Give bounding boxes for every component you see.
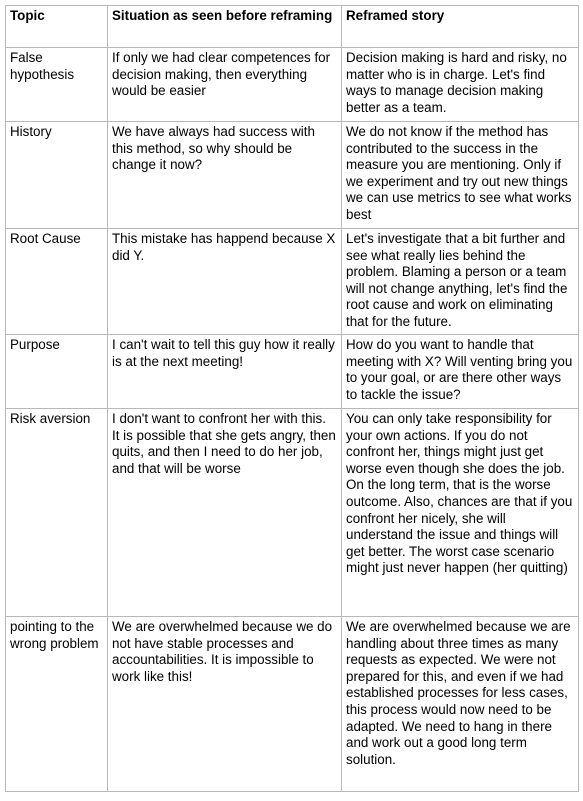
- topic-cell: Purpose: [6, 335, 108, 409]
- situation-before-cell: This mistake has happend because X did Y.: [108, 229, 342, 335]
- topic-cell: pointing to the wrong problem: [6, 617, 108, 792]
- table-row: [6, 48, 579, 122]
- table-row: [6, 229, 579, 335]
- situation-before-cell: If only we had clear competences for decision making, then everything would be easier: [108, 48, 342, 122]
- table-row: [6, 335, 579, 409]
- situation-before-cell: I don't want to confront her with this. It is possible that she gets angry, then quits, and then I need to do her job, and that will be worse: [108, 409, 342, 617]
- situation-before-cell: We have always had success with this method, so why should be change it now?: [108, 122, 342, 229]
- topic-cell: History: [6, 122, 108, 229]
- reframed-story-cell: You can only take responsibility for your own actions. If you do not confront her, things might just get worse even though she does the job. On the long term, that is the worse outcome. Also, chances are that if you confront her nicely, she will understand the issue and things will get better. The worst case scenario might just never happen (her quitting): [342, 409, 579, 617]
- table-row: [6, 122, 579, 229]
- reframed-story-cell: We are overwhelmed because we are handling about three times as many requests as expected. We were not prepared for this, and even if we had established processes for less cases, this process would now need to be adapted. We need to hang in there and work out a good long term solution.: [342, 617, 579, 792]
- reframed-story-cell: Decision making is hard and risky, no matter who is in charge. Let's find ways to manage decision making better as a team.: [342, 48, 579, 122]
- header-topic: Topic: [6, 6, 108, 48]
- topic-cell: Root Cause: [6, 229, 108, 335]
- situation-before-cell: I can't wait to tell this guy how it really is at the next meeting!: [108, 335, 342, 409]
- table-header-row: [6, 6, 579, 48]
- reframing-table: [5, 5, 579, 792]
- header-reframed-story: Reframed story: [342, 6, 579, 48]
- topic-cell: False hypothesis: [6, 48, 108, 122]
- situation-before-cell: We are overwhelmed because we do not have stable processes and accountabilities. It is impossible to work like this!: [108, 617, 342, 792]
- table-row: [6, 617, 579, 792]
- reframed-story-cell: Let's investigate that a bit further and see what really lies behind the problem. Blaming a person or a team will not change anything, let's find the root cause and work on eliminating that for the future.: [342, 229, 579, 335]
- reframed-story-cell: How do you want to handle that meeting with X? Will venting bring you to your goal, or are there other ways to tackle the issue?: [342, 335, 579, 409]
- topic-cell: Risk aversion: [6, 409, 108, 617]
- header-situation-before: Situation as seen before reframing: [108, 6, 342, 48]
- table-row: [6, 409, 579, 617]
- reframed-story-cell: We do not know if the method has contributed to the success in the measure you are mentioning. Only if we experiment and try out new things we can use metrics to see what works best: [342, 122, 579, 229]
